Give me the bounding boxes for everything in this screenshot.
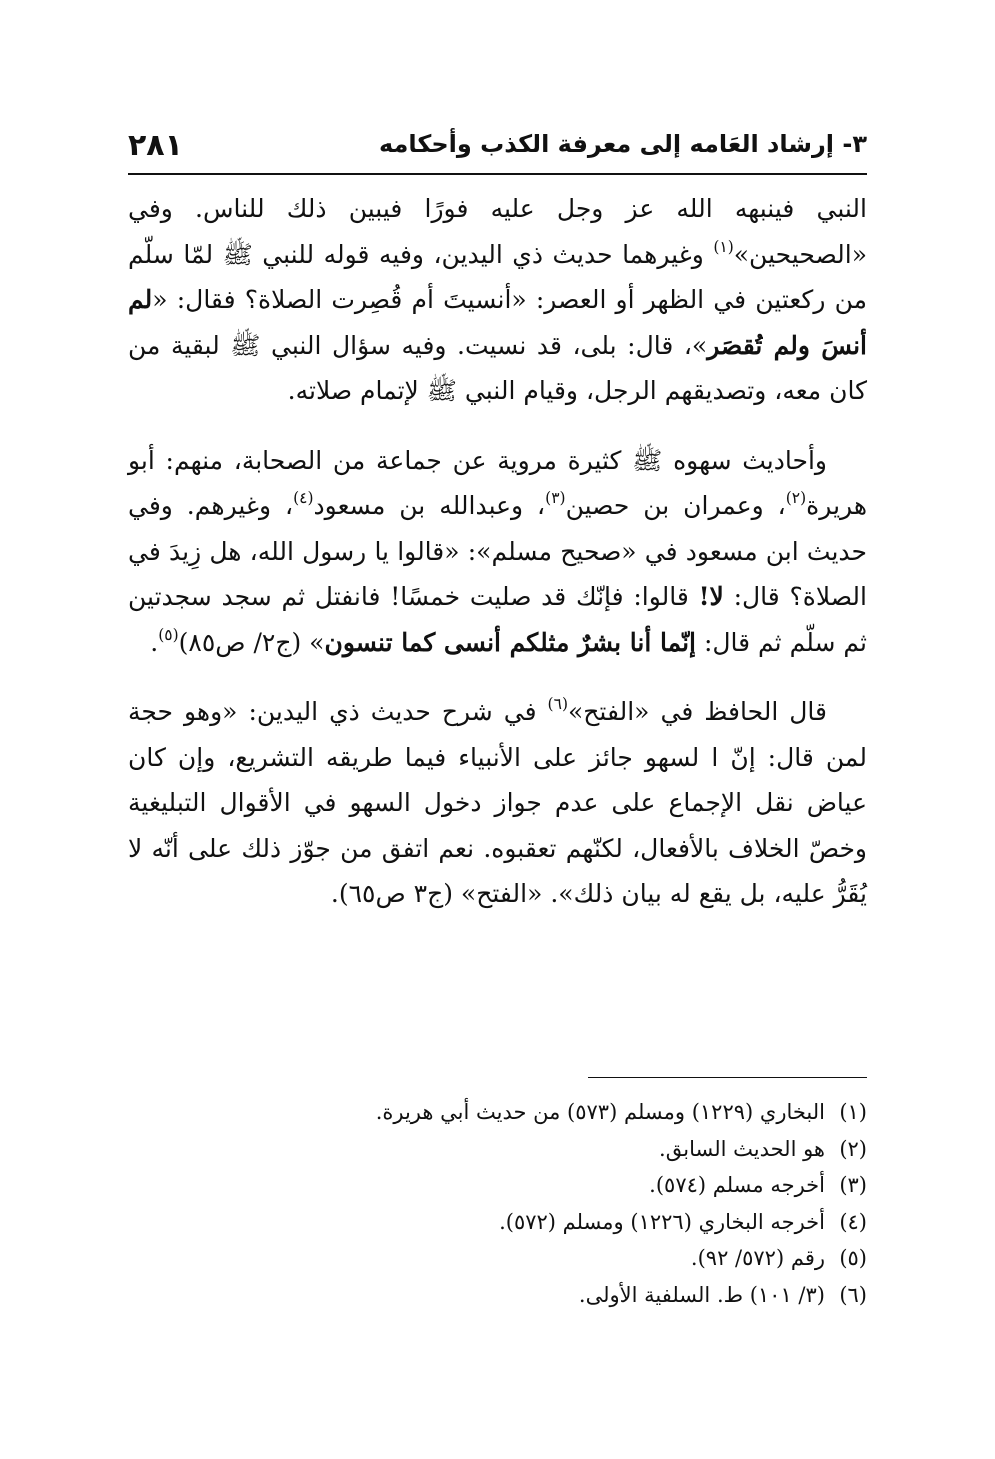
footnote-ref-1[interactable]: (١) bbox=[713, 237, 734, 256]
footnote-4: (٤)أخرجه البخاري (١٢٢٦) ومسلم (٥٧٢). bbox=[499, 1209, 867, 1234]
footnote-3: (٣)أخرجه مسلم (٥٧٤). bbox=[649, 1173, 867, 1198]
footnote-6: (٦)(٣/ ١٠١) ط. السلفية الأولى. bbox=[578, 1282, 867, 1307]
footnote-separator bbox=[588, 1077, 867, 1078]
footnote-5: (٥)رقم (٥٧٢/ ٩٢). bbox=[690, 1246, 867, 1271]
running-header bbox=[128, 128, 867, 168]
page-number: ٢٨١ bbox=[128, 128, 183, 163]
paragraph-1: النبي فينبهه الله عز وجل عليه فورًا فيبين ذلك للناس. وفي «الصحيحين»$^{(١)}$ وغيرهما حديث ذي اليدين، وفيه قوله للنبي ﷺ لمّا سلّم من ركعتين في الظهر أو العصر: «أنسيتَ أم قُصِرت الصلاة؟ فقال: «لم أنسَ ولم تُقصَر»، قال: بلى، قد نسيت. وفيه سؤال النبي ﷺ لبقية من كان معه، وتصديقهم الرجل، وقيام النبي ﷺ لإتمام صلاته. bbox=[128, 194, 868, 405]
footnote-ref-6[interactable]: (٦) bbox=[547, 695, 568, 714]
footnotes bbox=[128, 1094, 867, 1314]
footnote-1: (١)البخاري (١٢٢٩) ومسلم (٥٧٣) من حديث أبي هريرة. bbox=[375, 1100, 867, 1124]
paragraph-3: قال الحافظ في «الفتح»$^{(٦)}$ في شرح حديث ذي اليدين: «وهو حجة لمن قال: إنّ ا لسهو جائز على الأنبياء فيما طريقه التشريع، وإن كان عياض نقل الإجماع على عدم جواز دخول السهو في الأقوال التبليغية وخصّ الخلاف بالأفعال، لكنّهم تعقبوه. نعم اتفق من جوّز ذلك على أنّه لا يُقَرُّ عليه، بل يقع له بيان ذلك». «الفتح» (ج٣ ص٦٥). bbox=[128, 695, 867, 908]
paragraph-2: وأحاديث سهوه ﷺ كثيرة مروية عن جماعة من الصحابة، منهم: أبو هريرة$^{(٢)}$، وعمران بن حصين$^{(٣)}$، وعبدالله بن مسعود$^{(٤)}$، وغيرهم. وفي حديث ابن مسعود في «صحيح مسلم»: «قالوا يا رسول الله، هل زِيدَ في الصلاة؟ قال: لا! قالوا: فإنّك قد صليت خمسًا! فانفتل ثم سجد سجدتين ثم سلّم ثم قال: إنّما أنا بشرٌ مثلكم أنسى كما تنسون» (ج٢/ ص٨٥)$^{(٥)}$. bbox=[128, 445, 867, 657]
footnote-ref-2[interactable]: (٢) bbox=[785, 489, 807, 508]
chapter-title: ٣- إرشاد العَامه إلى معرفة الكذب وأحكامه bbox=[378, 130, 867, 158]
footnote-ref-3[interactable]: (٣) bbox=[545, 489, 566, 508]
footnote-2: (٢)هو الحديث السابق. bbox=[659, 1136, 867, 1161]
footnote-ref-5[interactable]: (٥) bbox=[158, 625, 179, 644]
footnote-ref-4[interactable]: (٤) bbox=[293, 489, 314, 508]
main-text bbox=[128, 186, 867, 917]
header-rule bbox=[128, 173, 867, 175]
